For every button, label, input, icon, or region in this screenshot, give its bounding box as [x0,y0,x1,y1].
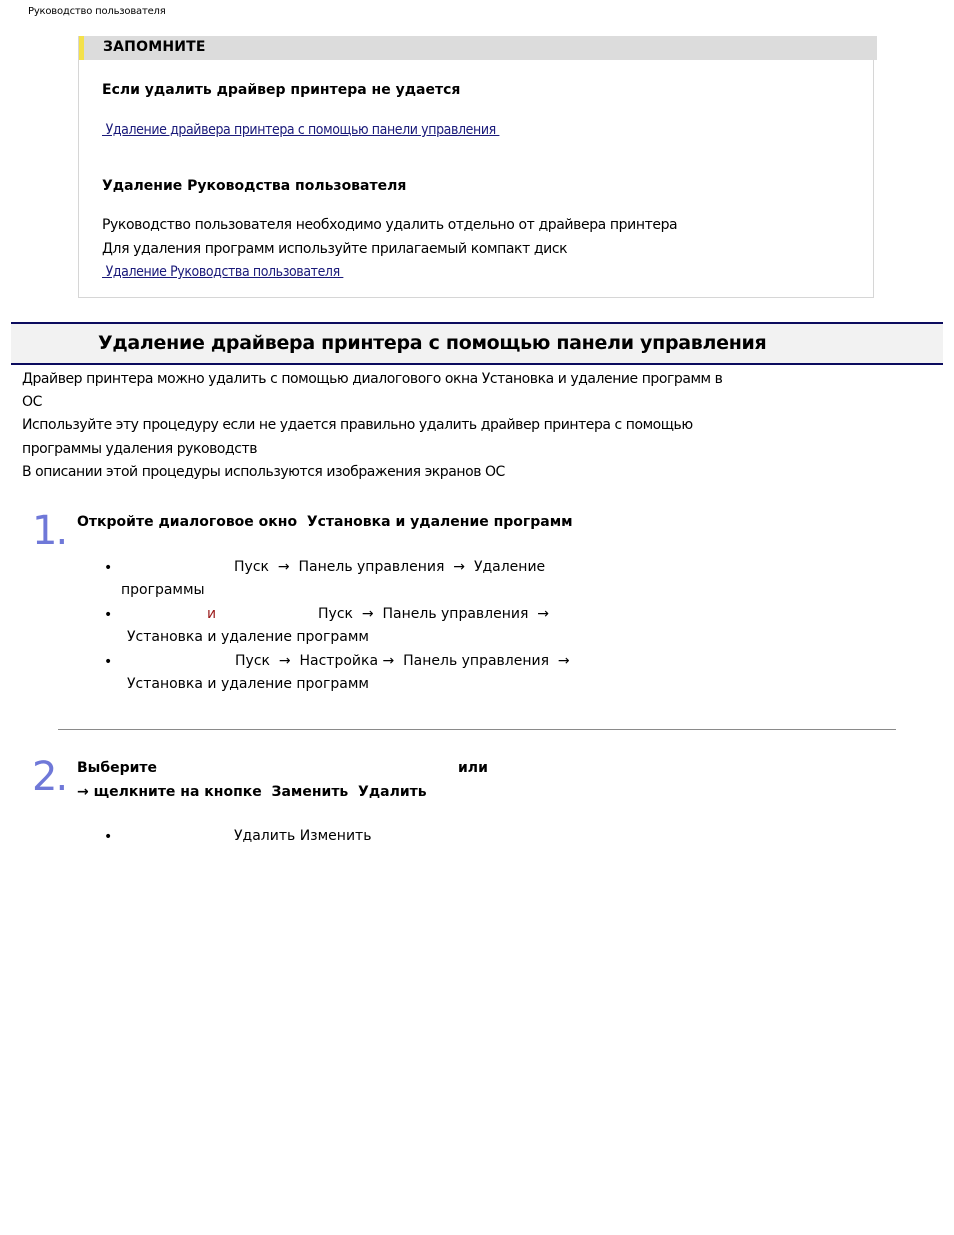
running-header: Руководство пользователя [28,6,166,17]
bullet-icon: • [104,560,113,576]
step-1-bullet-2-line-1: Пуск → Панель управления → [318,606,550,622]
note-title: ЗАПОМНИТЕ [103,39,206,55]
step-2-title-line-2: → щелкните на кнопке Заменить Удалить [77,784,427,800]
intro-line: Драйвер принтера можно удалить с помощью диалогового окна Установка и удаление программ в [22,371,723,387]
step-divider [58,729,896,730]
note-heading-driver-removal-fail: Если удалить драйвер принтера не удается [102,82,461,98]
step-1-bullet-3-line-1: Пуск → Настройка → Панель управления → [235,653,570,669]
step-1-bullet-2-line-2: Установка и удаление программ [127,629,369,645]
note-text-line: Руководство пользователя необходимо удалить отдельно от драйвера принтера [102,217,678,233]
link-remove-driver-control-panel[interactable]: Удаление драйвера принтера с помощью панели управления [102,122,500,138]
section-title: Удаление драйвера принтера с помощью панели управления [98,332,767,354]
note-box [78,36,874,298]
bullet-icon: • [104,829,113,845]
step-2-title-or: или [458,760,488,776]
step-number-2: 2. [32,754,67,800]
section-heading [11,322,943,365]
step-1-bullet-3-line-2: Установка и удаление программ [127,676,369,692]
note-header [79,36,877,60]
bullet-icon: • [104,607,113,623]
link-remove-user-guide[interactable]: Удаление Руководства пользователя [102,264,344,280]
step-1-bullet-1-line-2: программы [121,582,205,598]
intro-line: программы удаления руководств [22,441,258,457]
step-2-bullet-1-line-1: Удалить Изменить [234,828,372,844]
step-1-bullet-2-conjunction: и [207,606,217,622]
intro-line: В описании этой процедуры используются изображения экранов ОС [22,464,505,480]
step-1-title: Откройте диалоговое окно Установка и удаление программ [77,514,573,530]
intro-line: Используйте эту процедуру если не удается правильно удалить драйвер принтера с помощью [22,417,693,433]
step-2-title-start: Выберите [77,760,158,776]
step-number-1: 1. [32,508,67,554]
note-heading-remove-user-guide: Удаление Руководства пользователя [102,178,407,194]
bullet-icon: • [104,654,113,670]
note-text-line: Для удаления программ используйте прилагаемый компакт диск [102,241,568,257]
step-1-bullet-1-line-1: Пуск → Панель управления → Удаление [234,559,546,575]
intro-line: ОС [22,394,42,410]
